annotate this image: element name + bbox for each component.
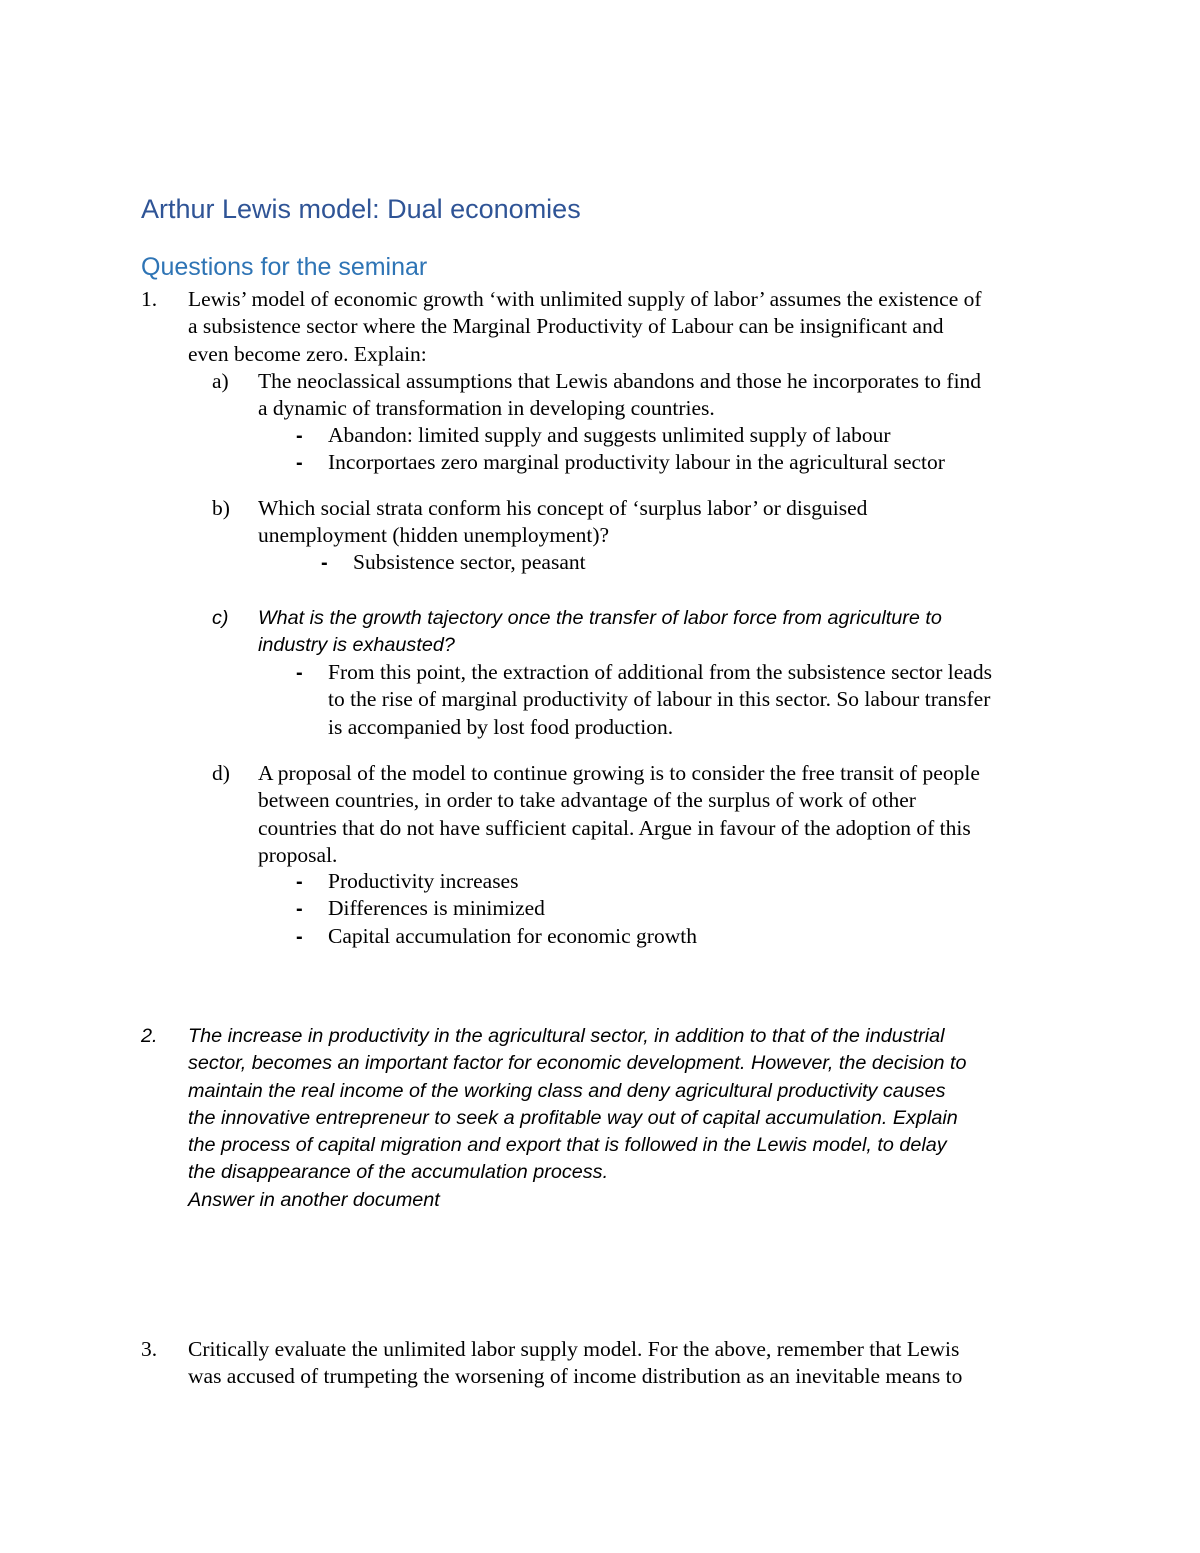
question-3-line: Critically evaluate the unlimited labor supply model. For the above, remember that Lewis — [188, 1337, 960, 1361]
bullet-dash: - — [321, 552, 328, 574]
answer-bullet-line: is accompanied by lost food production. — [328, 714, 674, 739]
question-1d-text — [258, 760, 980, 869]
question-3-number: 3. — [141, 1337, 158, 1361]
bullet-dash: - — [296, 898, 303, 920]
question-1a-line: a dynamic of transformation in developing countries. — [258, 396, 715, 421]
question-1-line: Lewis’ model of economic growth ‘with unlimited supply of labor’ assumes the existence of — [188, 287, 982, 311]
question-1-number: 1. — [141, 287, 158, 311]
question-2-line: the innovative entrepreneur to seek a profitable way out of capital accumulation. Explain — [188, 1106, 958, 1129]
question-1a-marker: a) — [212, 369, 229, 393]
answer-bullet-line: to the rise of marginal productivity of labour in this sector. So labour transfer — [328, 687, 991, 712]
question-1d-line: proposal. — [258, 842, 338, 867]
bullet-dash: - — [296, 662, 303, 684]
question-1d-line: between countries, in order to take advantage of the surplus of work of other — [258, 788, 916, 813]
question-1-line: a subsistence sector where the Marginal Productivity of Labour can be insignificant and — [188, 314, 944, 339]
bullet-dash: - — [296, 871, 303, 893]
section-heading: Questions for the seminar — [141, 253, 428, 281]
answer-bullet: Subsistence sector, peasant — [353, 550, 586, 574]
document-title: Arthur Lewis model: Dual economies — [141, 194, 581, 224]
question-2-line: the disappearance of the accumulation process. — [188, 1161, 609, 1184]
question-1a-text — [258, 368, 981, 423]
question-1a-line: The neoclassical assumptions that Lewis abandons and those he incorporates to find — [258, 369, 982, 393]
question-1d-marker: d) — [212, 761, 230, 785]
answer-bullet: Differences is minimized — [328, 896, 545, 920]
question-1-text — [188, 286, 982, 368]
question-2-line: maintain the real income of the working class and deny agricultural productivity causes — [188, 1079, 946, 1102]
answer-bullet: Productivity increases — [328, 869, 519, 893]
question-1b-line: unemployment (hidden unemployment)? — [258, 523, 610, 548]
question-1-line: even become zero. Explain: — [188, 341, 427, 366]
answer-bullet — [328, 659, 992, 741]
question-3-line: was accused of trumpeting the worsening of income distribution as an inevitable means to — [188, 1364, 963, 1389]
question-1b-line: Which social strata conform his concept of ‘surplus labor’ or disguised — [258, 496, 868, 520]
question-1b-text — [258, 495, 867, 550]
question-1c-marker: c) — [212, 607, 229, 629]
bullet-dash: - — [296, 452, 303, 474]
question-2-number: 2. — [141, 1025, 158, 1047]
answer-bullet: Abandon: limited supply and suggests unlimited supply of labour — [328, 423, 891, 447]
question-1b-marker: b) — [212, 496, 230, 520]
question-1d-line: A proposal of the model to continue growing is to consider the free transit of people — [258, 761, 980, 785]
question-1d-line: countries that do not have sufficient capital. Argue in favour of the adoption of this — [258, 815, 971, 840]
question-1c-line: industry is exhausted? — [258, 634, 455, 657]
question-1c-line: What is the growth tajectory once the transfer of labor force from agriculture to — [258, 607, 942, 629]
bullet-dash: - — [296, 926, 303, 948]
answer-bullet-line: From this point, the extraction of additional from the subsistence sector leads — [328, 660, 992, 684]
question-2-line: sector, becomes an important factor for economic development. However, the decision to — [188, 1052, 967, 1075]
question-2-answer-note: Answer in another document — [188, 1188, 440, 1211]
answer-bullet: Capital accumulation for economic growth — [328, 924, 697, 948]
question-2-line: The increase in productivity in the agricultural sector, in addition to that of the industrial — [188, 1025, 945, 1047]
bullet-dash: - — [296, 425, 303, 447]
question-2-text — [188, 1023, 966, 1214]
question-3-text — [188, 1336, 962, 1391]
question-2-line: the process of capital migration and export that is followed in the Lewis model, to delay — [188, 1134, 947, 1157]
question-1c-text — [258, 605, 942, 660]
answer-bullet: Incorportaes zero marginal productivity labour in the agricultural sector — [328, 450, 945, 474]
